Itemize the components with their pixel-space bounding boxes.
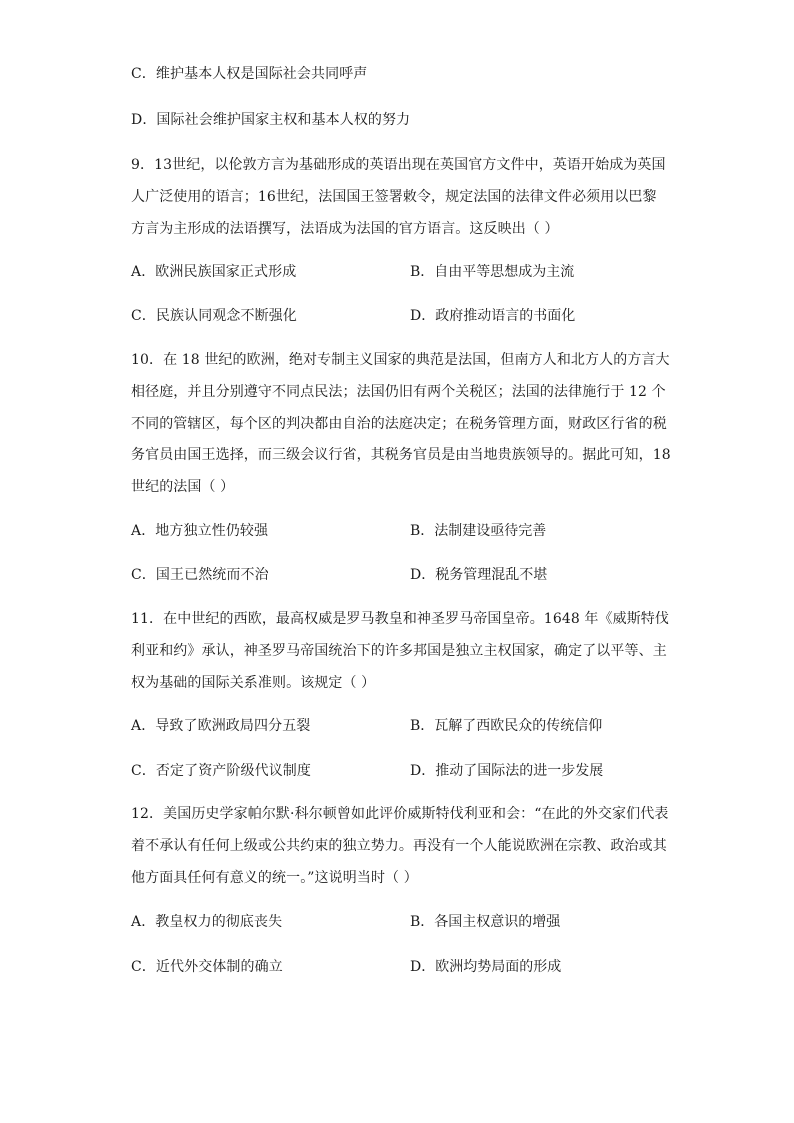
question-10-stem-line-2: 相径庭，并且分别遵守不同点民法；法国仍旧有两个关税区；法国的法律施行于 12 个 bbox=[131, 384, 666, 400]
question-11-option-b: B．瓦解了西欧民众的传统信仰 bbox=[410, 718, 603, 734]
question-10-stem-line-4: 务官员由国王选择，而三级会议行省，其税务官员是由当地贵族领导的。据此可知，18 bbox=[131, 447, 671, 463]
question-10-stem-line-3: 不同的管辖区，每个区的判决都由自治的法庭决定；在税务管理方面，财政区行省的税 bbox=[131, 416, 667, 432]
question-10-option-b: B．法制建设亟待完善 bbox=[410, 523, 547, 539]
question-12-option-d: D．欧洲均势局面的形成 bbox=[410, 959, 562, 975]
question-9-stem-line-3: 方言为主形成的法语撰写，法语成为法国的官方语言。这反映出（ ） bbox=[131, 221, 559, 237]
question-12-option-c: C．近代外交体制的确立 bbox=[131, 959, 283, 975]
question-10-option-a: A．地方独立性仍较强 bbox=[131, 523, 269, 539]
question-9-option-b: B．自由平等思想成为主流 bbox=[410, 264, 575, 280]
question-9-option-a: A．欧洲民族国家正式形成 bbox=[131, 264, 297, 280]
question-11-stem-line-3: 权为基础的国际关系准则。该规定（ ） bbox=[131, 675, 376, 691]
question-10-stem-line-5: 世纪的法国（ ） bbox=[131, 479, 235, 495]
question-9-option-c: C．民族认同观念不断强化 bbox=[131, 308, 297, 324]
question-9-option-d: D．政府推动语言的书面化 bbox=[410, 308, 576, 324]
question-10-stem-line-1: 10．在 18 世纪的欧洲，绝对专制主义国家的典范是法国，但南方人和北方人的方言大 bbox=[131, 352, 670, 368]
question-12-stem-line-3: 他方面具任何有意义的统一。”这说明当时（ ） bbox=[131, 870, 418, 886]
prev-option-c: C．维护基本人权是国际社会共同呼声 bbox=[131, 66, 368, 82]
question-10-option-c: C．国王已然统而不治 bbox=[131, 567, 269, 583]
question-12-stem-line-2: 着不承认有任何上级或公共约束的独立势力。再没有一个人能说欧洲在宗教、政治或其 bbox=[131, 838, 667, 854]
question-12-option-a: A．教皇权力的彻底丧失 bbox=[131, 914, 283, 930]
question-9-stem-line-2: 人广泛使用的语言；16世纪，法国国王签署敕令，规定法国的法律文件必须用以巴黎 bbox=[131, 189, 657, 205]
question-11-stem-line-2: 利亚和约》承认，神圣罗马帝国统治下的许多邦国是独立主权国家，确定了以平等、主 bbox=[131, 643, 667, 659]
question-11-stem-line-1: 11．在中世纪的西欧，最高权威是罗马教皇和神圣罗马帝国皇帝。1648 年《威斯特伐 bbox=[131, 611, 669, 627]
question-12-stem-line-1: 12．美国历史学家帕尔默·科尔顿曾如此评价威斯特伐利亚和会：“在此的外交家们代表 bbox=[131, 806, 669, 822]
question-11-option-c: C．否定了资产阶级代议制度 bbox=[131, 763, 312, 779]
question-10-option-d: D．税务管理混乱不堪 bbox=[410, 567, 548, 583]
question-9-stem-line-1: 9．13世纪，以伦敦方言为基础形成的英语出现在英国官方文件中，英语开始成为英国 bbox=[131, 157, 666, 173]
prev-option-d: D．国际社会维护国家主权和基本人权的努力 bbox=[131, 112, 411, 128]
question-11-option-d: D．推动了国际法的进一步发展 bbox=[410, 763, 604, 779]
question-12-option-b: B．各国主权意识的增强 bbox=[410, 914, 561, 930]
question-11-option-a: A．导致了欧洲政局四分五裂 bbox=[131, 718, 311, 734]
